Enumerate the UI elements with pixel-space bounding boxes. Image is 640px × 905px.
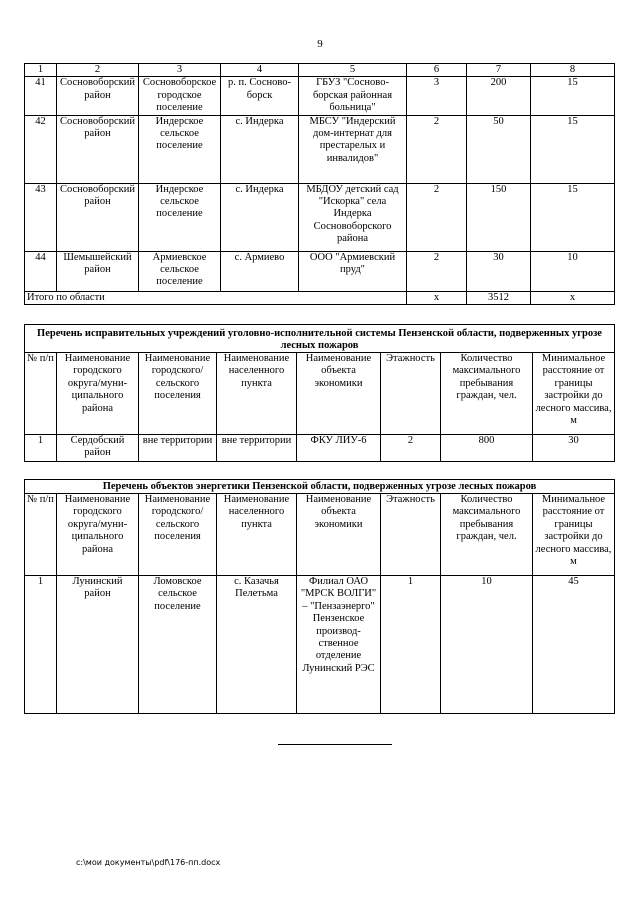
table-cell: Лунинский район xyxy=(57,576,139,714)
column-number: 4 xyxy=(221,64,299,77)
table-cell: 200 xyxy=(467,77,531,115)
table-cell: 10 xyxy=(441,576,533,714)
table-cell: 15 xyxy=(531,183,615,251)
table-cell: Сосновоборское городское поселение xyxy=(139,77,221,115)
table-cell: 30 xyxy=(467,251,531,291)
table-cell: вне территории xyxy=(139,435,217,462)
table-row xyxy=(25,435,615,462)
column-number: 3 xyxy=(139,64,221,77)
correctional-institutions-table xyxy=(24,324,615,462)
table-cell: 1 xyxy=(25,435,57,462)
table-cell: Индерское сельское поселение xyxy=(139,115,221,183)
column-header: Наименование объекта экономики xyxy=(297,494,381,576)
column-header: Наименование населенного пункта xyxy=(217,494,297,576)
table-cell: 1 xyxy=(25,576,57,714)
header-row xyxy=(25,494,615,576)
table-cell: Шемышейский район xyxy=(57,251,139,291)
table-cell: 44 xyxy=(25,251,57,291)
table-cell: 10 xyxy=(531,251,615,291)
column-header: Наименование городского округа/муни-ципального района xyxy=(57,353,139,435)
table-cell: р. п. Сосново-борск xyxy=(221,77,299,115)
table-cell: 150 xyxy=(467,183,531,251)
total-label: Итого по области xyxy=(25,291,407,304)
table-cell: Сосновоборский район xyxy=(57,77,139,115)
table-cell: Индерское сельское поселение xyxy=(139,183,221,251)
table-cell: 15 xyxy=(531,115,615,183)
table-cell: 41 xyxy=(25,77,57,115)
column-header: Минимальное расстояние от границы застройки до лесного массива, м xyxy=(533,494,615,576)
column-number: 1 xyxy=(25,64,57,77)
table-row xyxy=(25,77,615,115)
file-path: c:\мои документы\pdf\176-пп.docx xyxy=(76,858,221,867)
table-cell: МБСУ "Индерский дом-интернат для престарелых и инвалидов" xyxy=(299,115,407,183)
settlements-table xyxy=(24,63,615,305)
table-cell: 42 xyxy=(25,115,57,183)
table-cell: МБДОУ детский сад "Искорка" села Индерка Сосновоборского района xyxy=(299,183,407,251)
table-cell: ООО "Армиевский пруд" xyxy=(299,251,407,291)
column-header: Количество максимального пребывания граждан, чел. xyxy=(441,494,533,576)
table-cell: ФКУ ЛИУ-6 xyxy=(297,435,381,462)
column-header: Этажность xyxy=(381,353,441,435)
column-header: Количество максимального пребывания граждан, чел. xyxy=(441,353,533,435)
column-header: Наименование городского/ сельского поселения xyxy=(139,353,217,435)
column-header: Наименование городского/ сельского поселения xyxy=(139,494,217,576)
column-number: 2 xyxy=(57,64,139,77)
table-cell: Сердобский район xyxy=(57,435,139,462)
table-cell: 43 xyxy=(25,183,57,251)
energy-facilities-table xyxy=(24,479,615,714)
table-cell: 2 xyxy=(407,251,467,291)
column-number-row xyxy=(25,64,615,77)
table-cell: с. Индерка xyxy=(221,115,299,183)
table-title: Перечень объектов энергетики Пензенской области, подверженных угрозе лесных пожаров xyxy=(25,480,615,494)
column-header: Этажность xyxy=(381,494,441,576)
table-cell: Сосновоборский район xyxy=(57,115,139,183)
table-cell: Ломовское сельское поселение xyxy=(139,576,217,714)
total-cell: х xyxy=(407,291,467,304)
table-cell: 15 xyxy=(531,77,615,115)
table-cell: 30 xyxy=(533,435,615,462)
signature-line xyxy=(278,744,392,745)
column-number: 7 xyxy=(467,64,531,77)
table-cell: ГБУЗ "Сосново-борская районная больница" xyxy=(299,77,407,115)
total-cell: х xyxy=(531,291,615,304)
table-cell: с. Армиево xyxy=(221,251,299,291)
column-number: 5 xyxy=(299,64,407,77)
table-cell: Сосновоборский район xyxy=(57,183,139,251)
column-header: Наименование населенного пункта xyxy=(217,353,297,435)
table-cell: с. Казачья Пелетьма xyxy=(217,576,297,714)
table-row xyxy=(25,183,615,251)
column-header: Наименование городского округа/муни-ципального района xyxy=(57,494,139,576)
header-row xyxy=(25,353,615,435)
table-cell: 800 xyxy=(441,435,533,462)
total-cell: 3512 xyxy=(467,291,531,304)
table-title-row xyxy=(25,325,615,353)
table-cell: 2 xyxy=(407,115,467,183)
table-cell: 1 xyxy=(381,576,441,714)
column-header: Наименование объекта экономики xyxy=(297,353,381,435)
table-cell: 2 xyxy=(381,435,441,462)
page-number: 9 xyxy=(317,38,323,50)
table-title-row xyxy=(25,480,615,494)
table-cell: Армиевское сельское поселение xyxy=(139,251,221,291)
table-cell: 45 xyxy=(533,576,615,714)
table-title: Перечень исправительных учреждений уголовно-исполнительной системы Пензенской области, подверженных угрозе лесных пожаров xyxy=(25,325,615,353)
table-cell: 3 xyxy=(407,77,467,115)
table-cell: с. Индерка xyxy=(221,183,299,251)
table-cell: Филиал ОАО "МРСК ВОЛГИ" – "Пензаэнерго" Пензенское производ-ственное отделение Лунинский РЭС xyxy=(297,576,381,714)
column-number: 6 xyxy=(407,64,467,77)
column-number: 8 xyxy=(531,64,615,77)
table-row xyxy=(25,115,615,183)
table-cell: 2 xyxy=(407,183,467,251)
column-header: Минимальное расстояние от границы застройки до лесного массива, м xyxy=(533,353,615,435)
column-header: № п/п xyxy=(25,353,57,435)
table-row xyxy=(25,251,615,291)
table-row xyxy=(25,576,615,714)
table-cell: 50 xyxy=(467,115,531,183)
table-cell: вне территории xyxy=(217,435,297,462)
total-row xyxy=(25,291,615,304)
column-header: № п/п xyxy=(25,494,57,576)
